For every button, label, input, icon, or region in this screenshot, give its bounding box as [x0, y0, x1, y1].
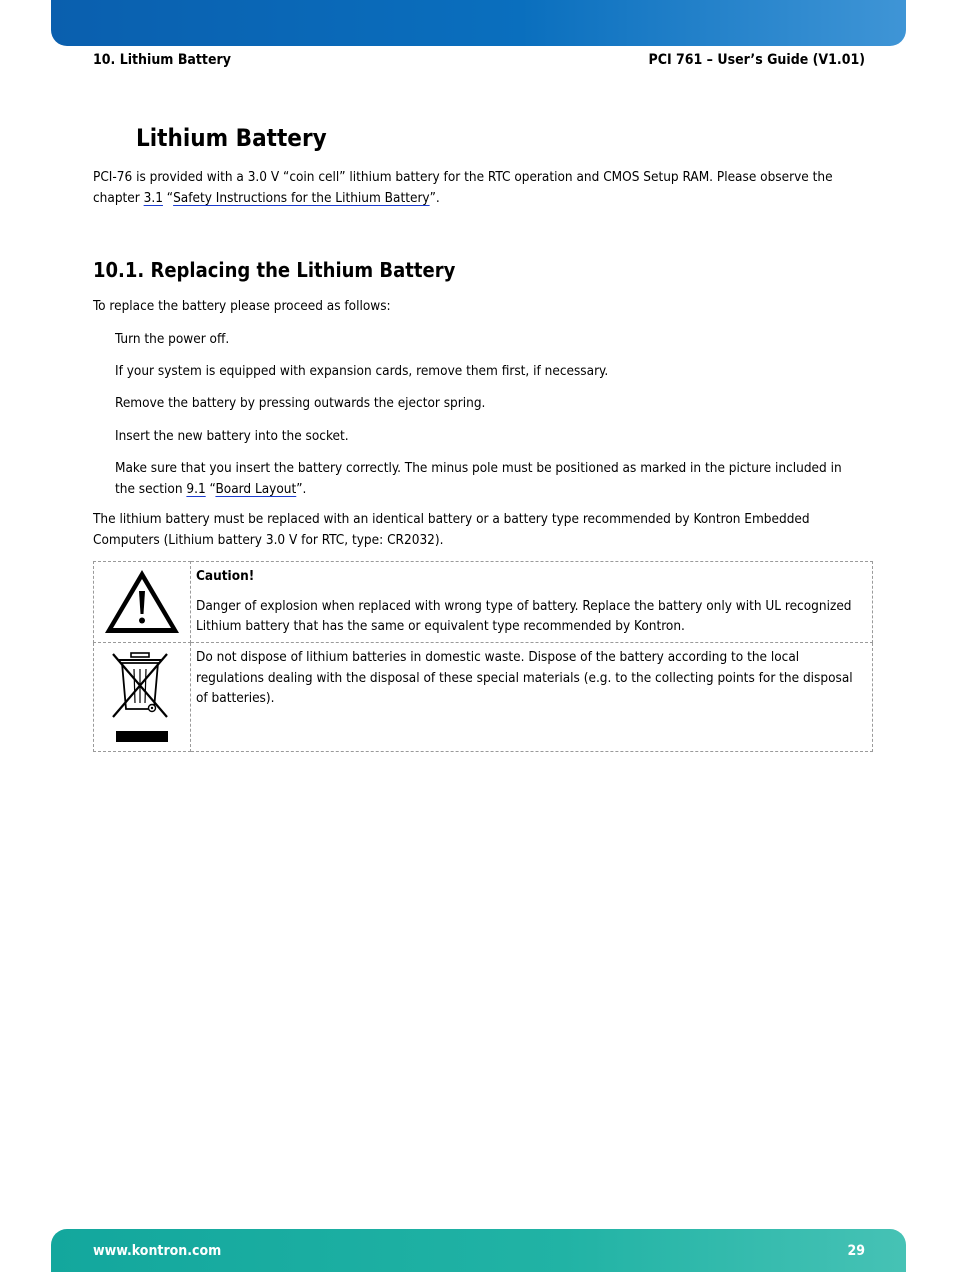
section-title: 10.1. Replacing the Lithium Battery [93, 258, 456, 282]
caution-text: Danger of explosion when replaced with wrong type of battery. Replace the battery only with UL recognized Lithium battery that has the same or equivalent type recommended by Kontron. [196, 597, 852, 634]
lead-paragraph: To replace the battery please proceed as follows: [93, 298, 391, 314]
section-link[interactable]: 9.1 [186, 480, 206, 497]
disposal-text: Do not dispose of lithium batteries in domestic waste. Dispose of the battery according to the local regulations dealing with the disposal of these special materials (e.g. to the collecting points for the disposal of batteries). [196, 649, 853, 706]
step-item: Insert the new battery into the socket. [115, 428, 349, 444]
footer-website[interactable]: www.kontron.com [93, 1243, 222, 1259]
step-item: Remove the battery by pressing outwards the ejector spring. [115, 395, 486, 411]
intro-text-2: “ [162, 189, 174, 206]
chapter-link[interactable]: 3.1 [143, 189, 163, 206]
caution-row [94, 562, 873, 643]
board-layout-link[interactable]: Board Layout [215, 480, 297, 497]
page-number: 29 [847, 1243, 865, 1259]
step5-text-1: Make sure that you insert the battery correctly. The minus pole must be positioned as marked in the picture included in the section [115, 460, 842, 497]
header-guide-title: PCI 761 – User’s Guide (V1.01) [648, 52, 865, 68]
safety-instructions-link[interactable]: Safety Instructions for the Lithium Battery [173, 189, 430, 206]
warning-triangle-icon [102, 567, 182, 637]
step-item: If your system is equipped with expansion cards, remove them first, if necessary. [115, 363, 609, 379]
intro-text-1: PCI-76 is provided with a 3.0 V “coin cell” lithium battery for the RTC operation and CMOS Setup RAM. Please observe the chapter [93, 169, 833, 206]
caution-heading: Caution! [196, 568, 255, 584]
header-band [51, 0, 906, 46]
intro-paragraph [93, 167, 863, 208]
step5-text-3: ”. [296, 480, 307, 497]
disposal-icon-cell [94, 643, 191, 752]
step5-text-2: “ [205, 480, 216, 497]
caution-icon-cell [94, 562, 191, 643]
disposal-text-cell [191, 643, 873, 752]
intro-text-3: ”. [429, 189, 440, 206]
step-item [115, 458, 863, 499]
crossed-out-bin-icon [107, 649, 177, 747]
disposal-row [94, 643, 873, 752]
caution-text-cell [191, 562, 873, 643]
notice-table [93, 561, 873, 752]
page-title: Lithium Battery [136, 124, 327, 152]
replace-note: The lithium battery must be replaced with an identical battery or a battery type recommended by Kontron Embedded Computers (Lithium battery 3.0 V for RTC, type: CR2032). [93, 511, 810, 548]
step-item: Turn the power off. [115, 331, 230, 347]
header-section: 10. Lithium Battery [93, 52, 231, 68]
